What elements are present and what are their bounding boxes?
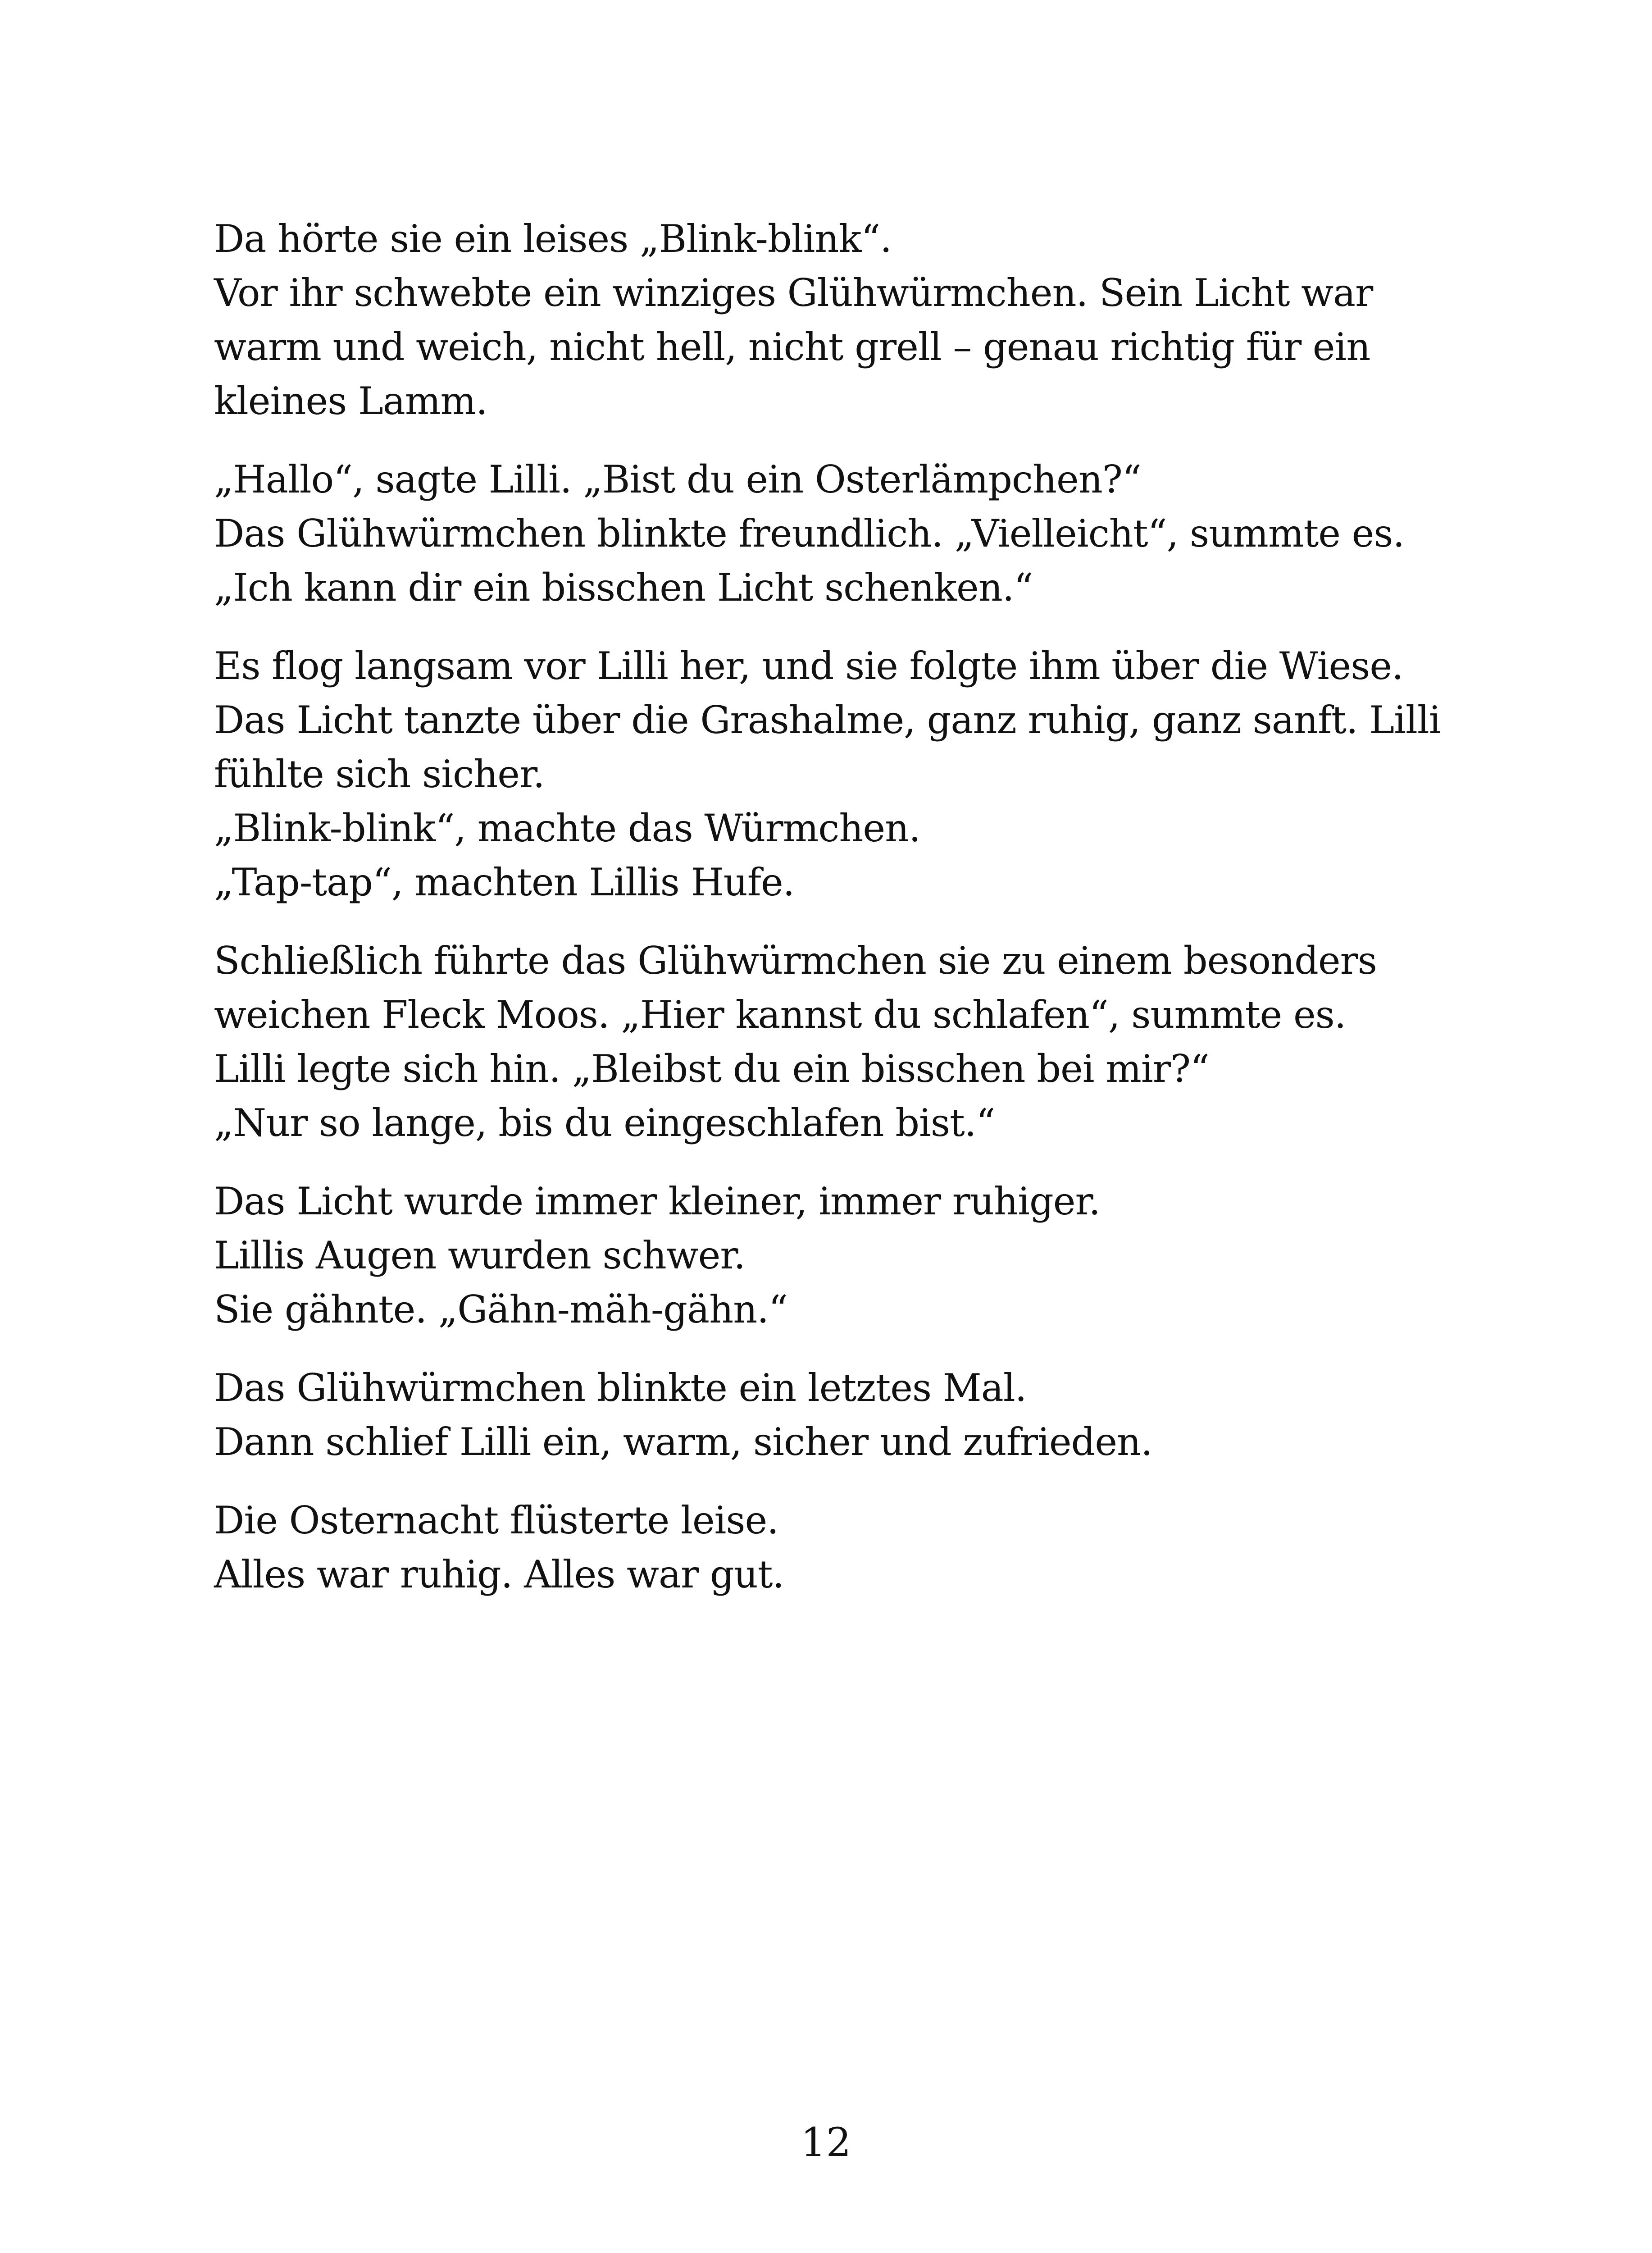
paragraph-5 (214, 1174, 1520, 1336)
text-line: Es flog langsam vor Lilli her, und sie folgte ihm über die Wiese. (214, 644, 1403, 688)
text-line: Lilli legte sich hin. „Bleibst du ein bisschen bei mir?“ (214, 1047, 1209, 1091)
text-line: Lillis Augen wurden schwer. (214, 1233, 746, 1277)
story-text (214, 212, 1520, 1626)
text-line: Das Glühwürmchen blinkte ein letztes Mal. (214, 1366, 1027, 1410)
text-line: Vor ihr schwebte ein winziges Glühwürmchen. Sein Licht war (214, 271, 1373, 315)
text-line: „Nur so lange, bis du eingeschlafen bist.“ (214, 1101, 995, 1145)
paragraph-7 (214, 1493, 1520, 1601)
text-line: fühlte sich sicher. (214, 752, 545, 796)
text-line: warm und weich, nicht hell, nicht grell – genau richtig für ein (214, 325, 1370, 369)
text-line: „Blink-blink“, machte das Würmchen. (214, 806, 920, 850)
paragraph-6 (214, 1361, 1520, 1469)
paragraph-4 (214, 934, 1520, 1150)
text-line: Die Osternacht flüsterte leise. (214, 1498, 778, 1542)
text-line: „Tap-tap“, machten Lillis Hufe. (214, 860, 795, 904)
paragraph-1 (214, 212, 1520, 428)
text-line: Das Glühwürmchen blinkte freundlich. „Vielleicht“, summte es. (214, 511, 1405, 556)
paragraph-3 (214, 639, 1520, 909)
text-line: Das Licht tanzte über die Grashalme, ganz ruhig, ganz sanft. Lilli (214, 698, 1441, 742)
text-line: Dann schlief Lilli ein, warm, sicher und zufrieden. (214, 1420, 1152, 1464)
text-line: Alles war ruhig. Alles war gut. (214, 1552, 784, 1596)
text-line: kleines Lamm. (214, 379, 487, 423)
text-line: Das Licht wurde immer kleiner, immer ruhiger. (214, 1179, 1101, 1223)
text-line: „Ich kann dir ein bisschen Licht schenken.“ (214, 566, 1033, 610)
page-number: 12 (801, 2119, 851, 2166)
text-line: Da hörte sie ein leises „Blink-blink“. (214, 217, 892, 261)
paragraph-2 (214, 452, 1520, 615)
text-line: „Hallo“, sagte Lilli. „Bist du ein Osterlämpchen?“ (214, 457, 1141, 502)
text-line: Schließlich führte das Glühwürmchen sie zu einem besonders (214, 939, 1377, 983)
text-line: Sie gähnte. „Gähn-mäh-gähn.“ (214, 1287, 787, 1332)
text-line: weichen Fleck Moos. „Hier kannst du schlafen“, summte es. (214, 993, 1346, 1037)
